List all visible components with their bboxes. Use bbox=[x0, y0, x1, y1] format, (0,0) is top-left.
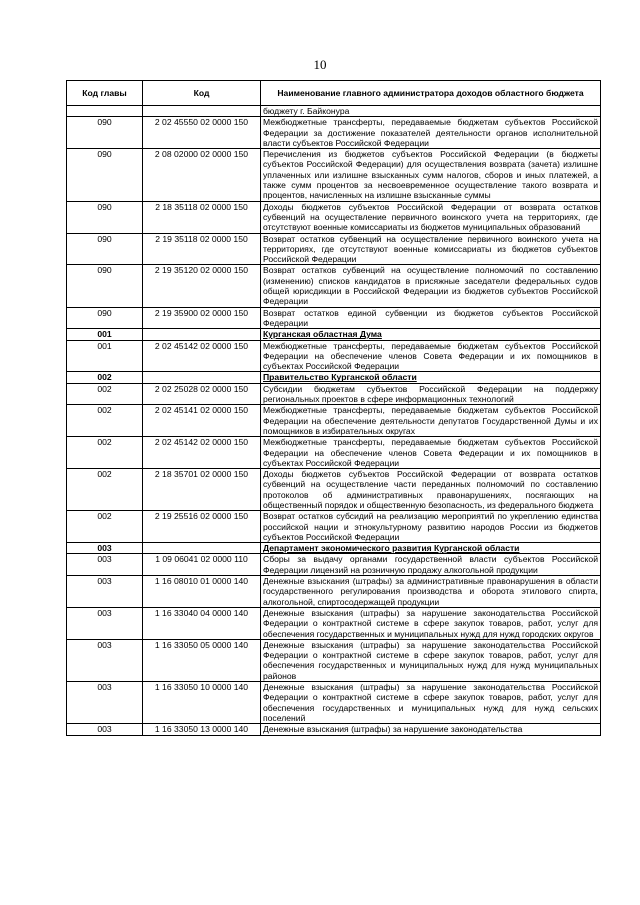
chapter-code-cell: 002 bbox=[67, 405, 143, 437]
header-administrator-name: Наименование главного администратора доходов областного бюджета bbox=[261, 81, 601, 106]
chapter-code-cell: 002 bbox=[67, 469, 143, 511]
header-chapter-code: Код главы bbox=[67, 81, 143, 106]
table-row bbox=[67, 106, 601, 117]
table-row bbox=[67, 307, 601, 329]
revenue-code-cell: 1 16 33050 13 0000 140 bbox=[143, 724, 261, 735]
page-number: 10 bbox=[313, 57, 327, 72]
revenue-description-cell: Доходы бюджетов субъектов Российской Федерации от возврата остатков субвенций на осуществление первичного воинского учета на территориях, где отсутствуют военные комиссариаты из бюджетов муниципальных образований bbox=[261, 201, 601, 233]
table-row bbox=[67, 576, 601, 608]
table-row bbox=[67, 437, 601, 469]
revenue-code-cell: 2 18 35701 02 0000 150 bbox=[143, 469, 261, 511]
revenue-code-cell: 2 02 45550 02 0000 150 bbox=[143, 117, 261, 149]
revenue-description-cell: Возврат остатков единой субвенции из бюджетов субъектов Российской Федерации bbox=[261, 307, 601, 329]
table-row bbox=[67, 383, 601, 405]
revenue-description-cell: Денежные взыскания (штрафы) за нарушение законодательства Российской Федерации о контрактной системе в сфере закупок товаров, работ, услуг для обеспечения государственных и муниципальных нужд для нужд сельских поселений bbox=[261, 682, 601, 724]
chapter-code-cell: 003 bbox=[67, 576, 143, 608]
chapter-code-cell: 090 bbox=[67, 149, 143, 201]
chapter-code-cell: 001 bbox=[67, 340, 143, 372]
revenue-code-cell: 2 18 35118 02 0000 150 bbox=[143, 201, 261, 233]
table-body bbox=[67, 106, 601, 736]
revenue-administrators-table bbox=[66, 80, 601, 736]
revenue-description-cell: Денежные взыскания (штрафы) за нарушение законодательства bbox=[261, 724, 601, 735]
header-code: Код bbox=[143, 81, 261, 106]
revenue-code-cell: 2 19 25516 02 0000 150 bbox=[143, 511, 261, 543]
table-row bbox=[67, 469, 601, 511]
chapter-code-cell: 090 bbox=[67, 201, 143, 233]
table-row bbox=[67, 117, 601, 149]
chapter-code-cell: 002 bbox=[67, 372, 143, 383]
table-row bbox=[67, 340, 601, 372]
revenue-description-cell: Возврат остатков субвенций на осуществление полномочий по составлению (изменению) списков кандидатов в присяжные заседатели федеральных судов общей юрисдикции в Российской Федерации из бюджетов субъектов Российской Федерации bbox=[261, 265, 601, 307]
table-row bbox=[67, 233, 601, 265]
chapter-code-cell: 003 bbox=[67, 639, 143, 681]
revenue-code-cell bbox=[143, 329, 261, 340]
revenue-description-cell: Возврат остатков субсидий на реализацию мероприятий по укреплению единства российской нации и этнокультурному развитию народов России из бюджетов субъектов Российской Федерации bbox=[261, 511, 601, 543]
administrator-name-cell: Департамент экономического развития Курганской области bbox=[261, 543, 601, 554]
revenue-code-cell: 1 16 08010 01 0000 140 bbox=[143, 576, 261, 608]
revenue-description-cell: Межбюджетные трансферты, передаваемые бюджетам субъектов Российской Федерации на обеспечение членов Совета Федерации и их помощников в субъектах Российской Федерации bbox=[261, 437, 601, 469]
chapter-code-cell: 090 bbox=[67, 117, 143, 149]
table-header-row bbox=[67, 81, 601, 106]
revenue-code-cell: 2 02 45142 02 0000 150 bbox=[143, 340, 261, 372]
chapter-code-cell: 001 bbox=[67, 329, 143, 340]
revenue-description-cell: Межбюджетные трансферты, передаваемые бюджетам субъектов Российской Федерации за достижение показателей деятельности органов исполнительной власти субъектов Российской Федерации bbox=[261, 117, 601, 149]
revenue-code-cell: 2 19 35118 02 0000 150 bbox=[143, 233, 261, 265]
table-row bbox=[67, 405, 601, 437]
revenue-description-cell: Денежные взыскания (штрафы) за административные правонарушения в области государственного регулирования производства и оборота этилового спирта, алкогольной, спиртосодержащей продукции bbox=[261, 576, 601, 608]
table-row bbox=[67, 149, 601, 201]
administrator-name-cell: Правительство Курганской области bbox=[261, 372, 601, 383]
table-row bbox=[67, 554, 601, 576]
revenue-code-cell: 1 16 33050 10 0000 140 bbox=[143, 682, 261, 724]
revenue-code-cell: 2 08 02000 02 0000 150 bbox=[143, 149, 261, 201]
chapter-code-cell: 003 bbox=[67, 682, 143, 724]
table-row bbox=[67, 682, 601, 724]
revenue-code-cell: 2 19 35900 02 0000 150 bbox=[143, 307, 261, 329]
chapter-code-cell: 002 bbox=[67, 437, 143, 469]
revenue-code-cell bbox=[143, 106, 261, 117]
revenue-description-cell: бюджету г. Байконура bbox=[261, 106, 601, 117]
section-header-row bbox=[67, 329, 601, 340]
revenue-code-cell: 2 02 45141 02 0000 150 bbox=[143, 405, 261, 437]
table-row bbox=[67, 639, 601, 681]
chapter-code-cell: 003 bbox=[67, 554, 143, 576]
chapter-code-cell: 003 bbox=[67, 607, 143, 639]
revenue-description-cell: Денежные взыскания (штрафы) за нарушение законодательства Российской Федерации о контрактной системе в сфере закупок товаров, работ, услуг для обеспечения государственных и муниципальных нужд для нужд муниципальных районов bbox=[261, 639, 601, 681]
revenue-description-cell: Перечисления из бюджетов субъектов Российской Федерации (в бюджеты субъектов Российской Федерации) для осуществления возврата (зачета) излишне уплаченных или излишне взысканных сумм налогов, сборов и иных платежей, а также сумм процентов за несвоевременное осуществление такого возврата и процентов, начисленных на излишне взысканные суммы bbox=[261, 149, 601, 201]
revenue-description-cell: Доходы бюджетов субъектов Российской Федерации от возврата остатков субвенций на осуществление части переданных полномочий по составлению протоколов об административных правонарушениях, посягающих на общественный порядок и общественную безопасность, из федерального бюджета bbox=[261, 469, 601, 511]
chapter-code-cell: 003 bbox=[67, 543, 143, 554]
chapter-code-cell bbox=[67, 106, 143, 117]
chapter-code-cell: 003 bbox=[67, 724, 143, 735]
revenue-description-cell: Субсидии бюджетам субъектов Российской Федерации на поддержку региональных проектов в сфере информационных технологий bbox=[261, 383, 601, 405]
section-header-row bbox=[67, 543, 601, 554]
revenue-code-cell bbox=[143, 543, 261, 554]
chapter-code-cell: 090 bbox=[67, 233, 143, 265]
revenue-code-cell bbox=[143, 372, 261, 383]
revenue-code-cell: 1 16 33050 05 0000 140 bbox=[143, 639, 261, 681]
revenue-code-cell: 2 19 35120 02 0000 150 bbox=[143, 265, 261, 307]
chapter-code-cell: 002 bbox=[67, 383, 143, 405]
revenue-code-cell: 1 16 33040 04 0000 140 bbox=[143, 607, 261, 639]
table-row bbox=[67, 607, 601, 639]
revenue-code-cell: 1 09 06041 02 0000 110 bbox=[143, 554, 261, 576]
chapter-code-cell: 090 bbox=[67, 265, 143, 307]
chapter-code-cell: 002 bbox=[67, 511, 143, 543]
revenue-description-cell: Денежные взыскания (штрафы) за нарушение законодательства Российской Федерации о контрактной системе в сфере закупок товаров, работ, услуг для обеспечения государственных и муниципальных нужд для нужд городских округов bbox=[261, 607, 601, 639]
revenue-description-cell: Сборы за выдачу органами государственной власти субъектов Российской Федерации лицензий на розничную продажу алкогольной продукции bbox=[261, 554, 601, 576]
revenue-description-cell: Возврат остатков субвенций на осуществление первичного воинского учета на территориях, где отсутствуют военные комиссариаты из бюджетов субъектов Российской Федерации bbox=[261, 233, 601, 265]
chapter-code-cell: 090 bbox=[67, 307, 143, 329]
revenue-description-cell: Межбюджетные трансферты, передаваемые бюджетам субъектов Российской Федерации на обеспечение членов Совета Федерации и их помощников в субъектах Российской Федерации bbox=[261, 340, 601, 372]
revenue-description-cell: Межбюджетные трансферты, передаваемые бюджетам субъектов Российской Федерации на обеспечение деятельности депутатов Государственной Думы и их помощников в избирательных округах bbox=[261, 405, 601, 437]
table-row bbox=[67, 511, 601, 543]
revenue-code-cell: 2 02 25028 02 0000 150 bbox=[143, 383, 261, 405]
table-row bbox=[67, 201, 601, 233]
administrator-name-cell: Курганская областная Дума bbox=[261, 329, 601, 340]
revenue-code-cell: 2 02 45142 02 0000 150 bbox=[143, 437, 261, 469]
table-row bbox=[67, 724, 601, 735]
section-header-row bbox=[67, 372, 601, 383]
table-row bbox=[67, 265, 601, 307]
